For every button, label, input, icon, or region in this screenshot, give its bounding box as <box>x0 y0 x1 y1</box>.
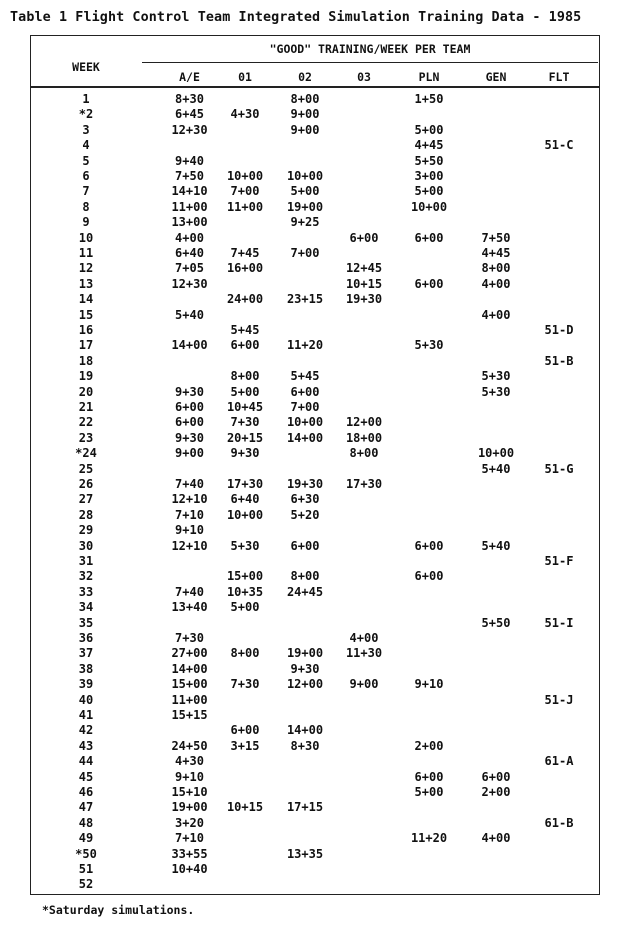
cell-01: 10+00 <box>226 169 264 183</box>
table-row <box>30 554 600 569</box>
cell-week: 44 <box>78 754 94 769</box>
column-header-flt: FLT <box>548 70 570 84</box>
cell-ae: 7+40 <box>175 584 204 599</box>
cell-week: 48 <box>78 815 94 830</box>
table-row <box>30 847 600 862</box>
cell-01: 24+00 <box>226 292 264 307</box>
cell-pln: 10+00 <box>410 199 448 214</box>
cell-01: 11+00 <box>226 199 264 214</box>
cell-02: 9+00 <box>290 122 320 137</box>
table-row <box>30 169 600 184</box>
cell-01: 5+00 <box>230 384 260 399</box>
cell-02: 10+00 <box>286 415 324 430</box>
cell-02: 8+00 <box>290 92 320 106</box>
cell-pln: 6+00 <box>414 769 444 784</box>
cell-week: 33 <box>78 584 94 599</box>
table-row <box>30 261 600 276</box>
cell-01: 5+30 <box>230 538 260 553</box>
group-header: "GOOD" TRAINING/WEEK PER TEAM <box>269 42 471 56</box>
cell-week: 15 <box>78 307 94 322</box>
group-header-rule <box>142 62 598 63</box>
table-row <box>30 800 600 815</box>
cell-gen: 10+00 <box>477 446 515 461</box>
table-title: Table 1 Flight Control Team Integrated Simulation Training Data - 1985 <box>10 10 582 25</box>
cell-week: 45 <box>78 769 94 784</box>
cell-02: 17+15 <box>286 800 324 815</box>
cell-week: 13 <box>78 276 94 291</box>
table-row <box>30 646 600 661</box>
cell-ae: 15+10 <box>171 785 208 799</box>
cell-week: *24 <box>75 446 97 461</box>
cell-ae: 7+30 <box>175 631 204 645</box>
column-header-week: WEEK <box>72 60 100 74</box>
cell-gen: 5+40 <box>481 461 511 476</box>
cell-week: 43 <box>78 738 94 753</box>
cell-ae: 19+00 <box>171 800 208 815</box>
cell-03: 9+00 <box>349 677 379 692</box>
cell-ae: 9+10 <box>175 769 204 784</box>
table-row <box>30 123 600 138</box>
cell-01: 15+00 <box>226 569 264 584</box>
cell-01: 10+00 <box>226 507 264 522</box>
cell-pln: 9+10 <box>414 677 444 692</box>
cell-pln: 6+00 <box>414 276 444 291</box>
cell-02: 13+35 <box>286 846 324 861</box>
cell-01: 6+40 <box>230 492 260 507</box>
cell-01: 8+00 <box>230 646 260 661</box>
column-header-ae: A/E <box>179 70 200 84</box>
cell-ae: 24+50 <box>171 738 208 753</box>
cell-week: 34 <box>78 600 94 615</box>
cell-week: 46 <box>78 785 94 799</box>
table-row <box>30 539 600 554</box>
column-header-gen: GEN <box>485 70 507 84</box>
table-row <box>30 569 600 584</box>
cell-ae: 14+00 <box>171 661 208 676</box>
cell-02: 8+00 <box>290 569 320 584</box>
cell-week: 9 <box>82 215 90 230</box>
cell-02: 6+30 <box>290 492 320 507</box>
cell-03: 12+00 <box>345 415 383 430</box>
table-row <box>30 292 600 307</box>
cell-ae: 11+00 <box>171 692 208 707</box>
cell-week: 1 <box>82 92 90 106</box>
cell-week: 38 <box>78 661 94 676</box>
cell-week: 16 <box>78 323 94 337</box>
cell-week: 8 <box>82 199 90 214</box>
table-row <box>30 323 600 338</box>
cell-flt: 51-B <box>544 353 574 368</box>
cell-pln: 11+20 <box>410 831 448 846</box>
cell-ae: 12+30 <box>171 122 208 137</box>
cell-week: 26 <box>78 477 94 491</box>
cell-02: 5+45 <box>290 369 320 384</box>
table-row <box>30 400 600 415</box>
cell-week: 40 <box>78 692 94 707</box>
table-row <box>30 600 600 615</box>
cell-pln: 4+45 <box>414 138 444 153</box>
cell-week: 23 <box>78 430 94 445</box>
cell-02: 8+30 <box>290 738 320 753</box>
cell-ae: 13+40 <box>171 600 208 615</box>
cell-pln: 5+00 <box>414 785 444 799</box>
cell-01: 8+00 <box>230 369 260 384</box>
cell-week: 30 <box>78 538 94 553</box>
cell-pln: 5+00 <box>414 122 444 137</box>
cell-03: 6+00 <box>349 230 379 245</box>
cell-gen: 5+30 <box>481 384 511 399</box>
cell-flt: 61-A <box>544 754 574 769</box>
cell-flt: 51-C <box>544 138 574 153</box>
cell-week: 36 <box>78 631 94 645</box>
cell-week: 21 <box>78 400 94 414</box>
cell-week: 29 <box>78 523 94 538</box>
cell-week: 41 <box>78 708 94 722</box>
cell-ae: 14+10 <box>171 184 208 199</box>
table-row <box>30 107 600 122</box>
cell-pln: 5+50 <box>414 153 444 168</box>
cell-01: 4+30 <box>230 107 260 122</box>
table-row <box>30 338 600 353</box>
table-row <box>30 770 600 785</box>
table-row <box>30 631 600 646</box>
table-row <box>30 831 600 846</box>
cell-week: 47 <box>78 800 94 815</box>
table-row <box>30 816 600 831</box>
cell-03: 11+30 <box>345 646 383 661</box>
cell-ae: 7+40 <box>175 477 204 491</box>
cell-week: 31 <box>78 554 94 568</box>
table-row <box>30 415 600 430</box>
cell-flt: 51-I <box>544 615 574 630</box>
cell-03: 10+15 <box>345 276 383 291</box>
cell-02: 7+00 <box>290 246 320 260</box>
cell-week: 51 <box>78 862 94 876</box>
table-row <box>30 739 600 754</box>
cell-week: *2 <box>78 107 94 122</box>
cell-week: 39 <box>78 677 94 692</box>
cell-02: 23+15 <box>286 292 324 307</box>
cell-02: 10+00 <box>286 169 324 183</box>
cell-02: 19+00 <box>286 199 324 214</box>
table-row <box>30 693 600 708</box>
cell-ae: 7+10 <box>175 831 204 846</box>
table-row <box>30 723 600 738</box>
cell-gen: 4+00 <box>481 831 511 846</box>
column-header-03: 03 <box>357 70 371 84</box>
table-row <box>30 246 600 261</box>
table-row <box>30 785 600 800</box>
cell-ae: 15+00 <box>171 677 208 692</box>
cell-02: 19+00 <box>286 646 324 661</box>
cell-pln: 6+00 <box>414 538 444 553</box>
cell-ae: 6+45 <box>175 107 204 122</box>
table-row <box>30 585 600 600</box>
cell-03: 17+30 <box>345 477 383 491</box>
table-row <box>30 138 600 153</box>
cell-week: 25 <box>78 461 94 476</box>
cell-pln: 5+30 <box>414 338 444 353</box>
cell-week: 52 <box>78 877 94 892</box>
cell-ae: 10+40 <box>171 862 208 876</box>
cell-ae: 27+00 <box>171 646 208 661</box>
table-row <box>30 231 600 246</box>
cell-01: 10+35 <box>226 584 264 599</box>
cell-01: 7+00 <box>230 184 260 199</box>
table-row <box>30 277 600 292</box>
cell-week: 18 <box>78 353 94 368</box>
cell-pln: 6+00 <box>414 230 444 245</box>
cell-01: 9+30 <box>230 446 260 461</box>
cell-01: 17+30 <box>226 477 264 491</box>
cell-week: 11 <box>78 246 94 260</box>
cell-flt: 61-B <box>544 815 574 830</box>
cell-02: 7+00 <box>290 400 320 414</box>
cell-gen: 4+00 <box>481 276 511 291</box>
cell-pln: 5+00 <box>414 184 444 199</box>
cell-02: 14+00 <box>286 723 324 738</box>
cell-ae: 9+30 <box>175 384 204 399</box>
column-header-pln: PLN <box>418 70 440 84</box>
table-row <box>30 754 600 769</box>
cell-01: 7+30 <box>230 677 260 692</box>
cell-01: 6+00 <box>230 338 260 353</box>
cell-pln: 6+00 <box>414 569 444 584</box>
cell-pln: 2+00 <box>414 738 444 753</box>
cell-week: 20 <box>78 384 94 399</box>
table-row <box>30 308 600 323</box>
cell-01: 10+45 <box>226 400 264 414</box>
cell-01: 6+00 <box>230 723 260 738</box>
cell-ae: 8+30 <box>175 92 204 106</box>
cell-ae: 13+00 <box>171 215 208 230</box>
cell-ae: 4+00 <box>175 230 204 245</box>
cell-flt: 51-D <box>544 323 574 337</box>
cell-flt: 51-J <box>544 692 574 707</box>
cell-02: 5+00 <box>290 184 320 199</box>
table-row <box>30 708 600 723</box>
table-row <box>30 462 600 477</box>
cell-gen: 4+00 <box>481 307 511 322</box>
cell-02: 6+00 <box>290 538 320 553</box>
cell-week: 19 <box>78 369 94 384</box>
table-row <box>30 385 600 400</box>
cell-02: 12+00 <box>286 677 324 692</box>
cell-02: 6+00 <box>290 384 320 399</box>
cell-ae: 6+00 <box>175 400 204 414</box>
cell-ae: 14+00 <box>171 338 208 353</box>
cell-ae: 11+00 <box>171 199 208 214</box>
cell-week: 37 <box>78 646 94 661</box>
cell-ae: 7+05 <box>175 261 204 276</box>
cell-ae: 9+40 <box>175 153 204 168</box>
cell-gen: 5+50 <box>481 615 511 630</box>
cell-week: 22 <box>78 415 94 430</box>
cell-01: 5+45 <box>230 323 260 337</box>
cell-ae: 12+10 <box>171 492 208 507</box>
cell-week: 10 <box>78 230 94 245</box>
table-row <box>30 477 600 492</box>
cell-gen: 6+00 <box>481 769 511 784</box>
cell-ae: 15+15 <box>171 708 208 722</box>
table-row <box>30 354 600 369</box>
cell-02: 9+25 <box>290 215 320 230</box>
cell-03: 18+00 <box>345 430 383 445</box>
cell-pln: 1+50 <box>414 92 444 106</box>
table-row <box>30 877 600 892</box>
table-row <box>30 862 600 877</box>
cell-gen: 7+50 <box>481 230 511 245</box>
cell-02: 9+00 <box>290 107 320 122</box>
cell-week: 17 <box>78 338 94 353</box>
cell-03: 4+00 <box>349 631 379 645</box>
table-row <box>30 662 600 677</box>
cell-02: 9+30 <box>290 661 320 676</box>
cell-ae: 9+10 <box>175 523 204 538</box>
cell-week: 4 <box>82 138 90 153</box>
table-row <box>30 616 600 631</box>
cell-01: 5+00 <box>230 600 260 615</box>
cell-gen: 4+45 <box>481 246 511 260</box>
table-row <box>30 508 600 523</box>
cell-02: 11+20 <box>286 338 324 353</box>
cell-week: *50 <box>75 846 97 861</box>
cell-ae: 12+10 <box>171 538 208 553</box>
table-row <box>30 92 600 107</box>
table-row <box>30 154 600 169</box>
cell-pln: 3+00 <box>414 169 444 183</box>
cell-gen: 2+00 <box>481 785 511 799</box>
cell-02: 24+45 <box>286 584 324 599</box>
table-row <box>30 446 600 461</box>
cell-week: 12 <box>78 261 94 276</box>
footnote: *Saturday simulations. <box>42 903 195 917</box>
cell-week: 28 <box>78 507 94 522</box>
table-row <box>30 369 600 384</box>
cell-week: 14 <box>78 292 94 307</box>
cell-ae: 5+40 <box>175 307 204 322</box>
cell-03: 8+00 <box>349 446 379 461</box>
cell-02: 19+30 <box>286 477 324 491</box>
table-row <box>30 677 600 692</box>
cell-week: 5 <box>82 153 90 168</box>
cell-flt: 51-G <box>544 461 574 476</box>
cell-gen: 5+40 <box>481 538 511 553</box>
column-header-02: 02 <box>298 70 312 84</box>
cell-ae: 9+30 <box>175 430 204 445</box>
cell-03: 19+30 <box>345 292 383 307</box>
cell-week: 3 <box>82 122 90 137</box>
cell-week: 7 <box>82 184 90 199</box>
header-divider <box>30 86 600 88</box>
cell-ae: 6+40 <box>175 246 204 260</box>
cell-week: 42 <box>78 723 94 738</box>
cell-ae: 7+10 <box>175 507 204 522</box>
table-row <box>30 523 600 538</box>
cell-week: 35 <box>78 615 94 630</box>
cell-02: 14+00 <box>286 430 324 445</box>
cell-ae: 7+50 <box>175 169 204 183</box>
table-row <box>30 492 600 507</box>
cell-week: 32 <box>78 569 94 584</box>
cell-01: 7+30 <box>230 415 260 430</box>
cell-gen: 8+00 <box>481 261 511 276</box>
table-row <box>30 431 600 446</box>
table-row <box>30 184 600 199</box>
cell-ae: 6+00 <box>175 415 204 430</box>
cell-03: 12+45 <box>345 261 383 276</box>
cell-01: 7+45 <box>230 246 260 260</box>
cell-ae: 4+30 <box>175 754 204 769</box>
cell-week: 6 <box>82 169 90 183</box>
cell-ae: 33+55 <box>171 846 208 861</box>
cell-01: 16+00 <box>226 261 264 276</box>
cell-ae: 9+00 <box>175 446 204 461</box>
cell-week: 49 <box>78 831 94 846</box>
table-row <box>30 200 600 215</box>
cell-02: 5+20 <box>290 507 320 522</box>
cell-ae: 3+20 <box>175 815 204 830</box>
cell-01: 3+15 <box>230 738 260 753</box>
cell-ae: 12+30 <box>171 276 208 291</box>
cell-gen: 5+30 <box>481 369 511 384</box>
column-header-01: 01 <box>238 70 252 84</box>
table-row <box>30 215 600 230</box>
cell-flt: 51-F <box>544 554 574 568</box>
cell-01: 20+15 <box>226 430 264 445</box>
cell-week: 27 <box>78 492 94 507</box>
cell-01: 10+15 <box>226 800 264 815</box>
